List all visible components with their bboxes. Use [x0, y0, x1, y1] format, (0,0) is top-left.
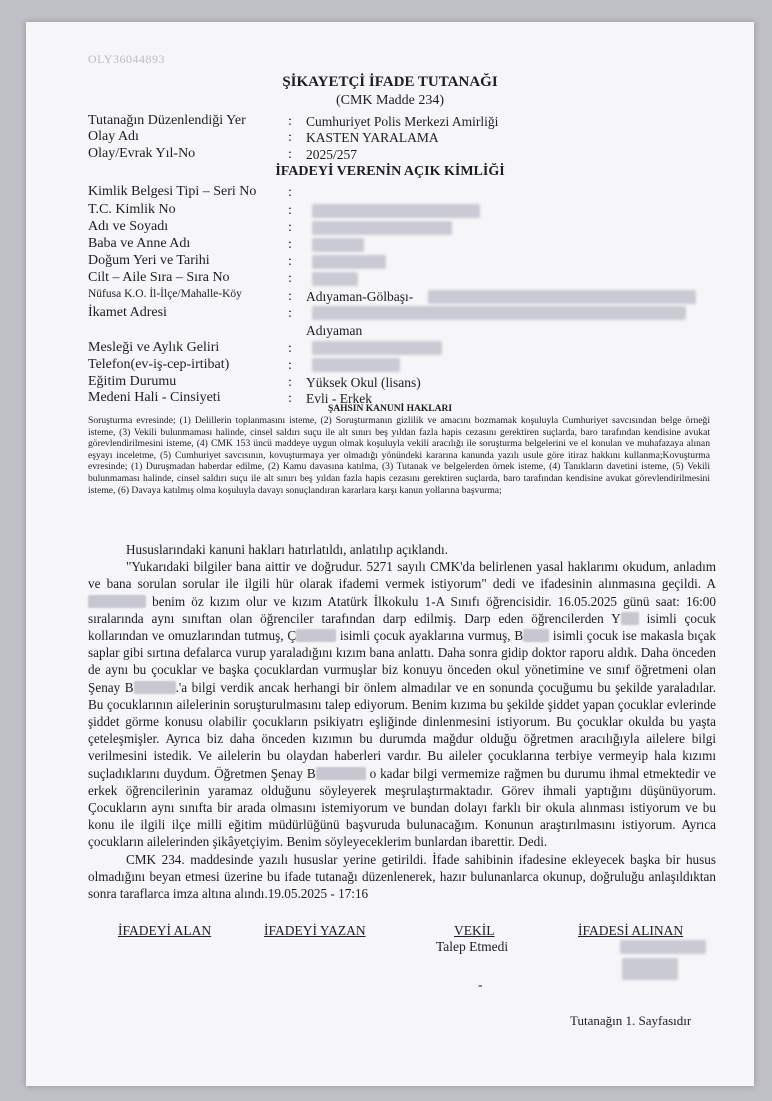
- redaction-mark: [622, 958, 678, 980]
- redaction-mark: [312, 255, 386, 269]
- field-value-marital-gender: Evli - Erkek: [306, 391, 372, 406]
- colon: :: [288, 185, 292, 200]
- colon: :: [288, 358, 292, 373]
- signature-vekil: VEKİL: [454, 923, 495, 938]
- redaction-mark: [428, 290, 696, 304]
- colon: :: [288, 114, 292, 129]
- redaction-mark: [523, 629, 549, 642]
- page-footer: Tutanağın 1. Sayfasıdır: [570, 1013, 692, 1028]
- colon: :: [288, 254, 292, 269]
- field-label-parents: Baba ve Anne Adı: [88, 236, 191, 251]
- redaction-mark: [621, 612, 639, 625]
- field-label-population-registry: Nüfusa K.O. İl-İlçe/Mahalle-Köy: [88, 288, 242, 300]
- statement-body: [88, 541, 716, 902]
- statement-paragraph: [88, 558, 716, 850]
- colon: :: [288, 289, 292, 304]
- field-value-address: Adıyaman: [306, 323, 363, 338]
- identity-section-title: İFADEYİ VERENİN AÇIK KİMLİĞİ: [275, 164, 505, 179]
- field-value-case-no: 2025/257: [306, 147, 358, 162]
- statement-text: isimli çocuk ise makasla bıçak saplar gibi sırtına defalarca vurup yaraladığını kızım bana anlattı. Daha sonra gidip doktor raporu aldık. Daha önceden de aynı bu çocuklar ve başka çocuklardan vurmuşlar biz konuyu önceden okul yönetimine ve sınıf öğretmeni olan Şenay B: [88, 628, 717, 695]
- colon: :: [288, 147, 292, 162]
- redaction-mark: [312, 221, 452, 235]
- redaction-mark: [316, 767, 366, 780]
- statement-paragraph: Hususlarındaki kanuni hakları hatırlatıldı, anlatılıp açıklandı.: [126, 542, 448, 557]
- document-subtitle: (CMK Madde 234): [335, 93, 445, 108]
- field-label-id-doc: Kimlik Belgesi Tipi – Seri No: [88, 184, 257, 199]
- statement-text: isimli çocuk ayaklarına vurmuş, B: [336, 628, 524, 644]
- colon: :: [288, 203, 292, 218]
- dash-mark: -: [478, 977, 483, 992]
- redaction-mark: [312, 204, 480, 218]
- signature-ifadesi-alinan: İFADESİ ALINAN: [578, 923, 684, 938]
- field-label-occupation: Mesleği ve Aylık Geliri: [88, 340, 220, 355]
- vekil-note: Talep Etmedi: [436, 939, 509, 954]
- colon: :: [288, 220, 292, 235]
- field-label-phone: Telefon(ev-iş-cep-irtibat): [88, 357, 230, 372]
- redaction-mark: [312, 238, 364, 252]
- statement-text: "Yukarıdaki bilgiler bana aittir ve doğrudur. 5271 sayılı CMK'da belirlenen yasal haklarımı okudum, anladım ve bana sorulan sorular ile ilgili hür olarak ifademi vermek istiyorum" dedi ve ifadesinin alınmasına geçildi. A: [88, 559, 716, 592]
- colon: :: [288, 306, 292, 321]
- serial-number: OLY36044893: [88, 52, 165, 66]
- redaction-mark: [88, 595, 146, 608]
- field-label-birth: Doğum Yeri ve Tarihi: [88, 253, 210, 268]
- field-label-address: İkamet Adresi: [88, 305, 167, 320]
- redaction-mark: [312, 341, 442, 355]
- statement-text: benim öz kızım olur ve kızım Atatürk İlkokulu 1-A Sınıfı öğrencisidir. 16.05.2025 günü saat: 16:00 sıralarında aynı sınıftan olan öğrenciler tarafından darp edilmiş. Darp eden öğrencilerden Y: [88, 593, 716, 626]
- field-label-case-no: Olay/Evrak Yıl-No: [88, 146, 196, 161]
- field-label-education: Eğitim Durumu: [88, 374, 177, 389]
- redaction-mark: [312, 358, 400, 372]
- statement-text: .'a bilgi verdik ancak herhangi bir önlem almadılar ve en sonunda çocuğumu bu şekilde yaraladılar. Bu çocuklarının ailelerinin soruşturulmasını talep ediyorum. Benim kızıma bu şekilde şiddet yapan çocuklar evlerinde şiddet görme konusu olabilir çocukların psikiyatrı eşliğinde dinlenmesini istiyorum. Bu çocuklar okulda bu yaşta çeteleşmişler. Ayrıca biz daha önceden kızımın bu durumda mağdur olduğu öğretmen aracılığıyla ailelere bilgi verilmesini istedik. Ve ailelerin bu olaydan haberleri vardır. Bu aileler çocuklarına terbiye vermeyip hala kızımı suçladıklarını duydum. Öğretmen Şenay B: [88, 679, 716, 781]
- colon: :: [288, 271, 292, 286]
- statement-text: isimli çocuk kollarından ve omuzlarından tutmuş, Ç: [88, 610, 716, 644]
- field-value-location: Cumhuriyet Polis Merkezi Amirliği: [306, 114, 499, 129]
- rights-title: ŞAHSIN KANUNİ HAKLARI: [327, 404, 453, 414]
- redaction-mark: [296, 629, 336, 642]
- redaction-mark: [312, 272, 358, 286]
- field-label-tc-no: T.C. Kimlik No: [88, 202, 176, 217]
- redaction-mark: [620, 940, 706, 954]
- colon: :: [288, 375, 292, 390]
- colon: :: [288, 341, 292, 356]
- redaction-mark: [134, 681, 176, 694]
- field-value-population-registry: Adıyaman-Gölbaşı-: [306, 289, 414, 304]
- signature-ifadeyi-alan: İFADEYİ ALAN: [118, 923, 212, 938]
- field-label-name: Adı ve Soyadı: [88, 219, 169, 234]
- field-label-incident: Olay Adı: [88, 129, 139, 144]
- rights-text: Soruşturma evresinde; (1) Delillerin toplanmasını isteme, (2) Soruşturmanın gizlilik ve amacını bozmamak koşuluyla Cumhuriyet savcısından belge örneği isteme, (3) Vekili bulunmaması halinde, cinsel saldırı suçu ile alt sınırı beş yıldan fazla hapis cezasını gerektiren suçlarda, baro tarafından kendisine avukat görevlendirilmesini isteme, (4) CMK 153 üncü maddeye uygun olmak koşuluyla vekili aracılığı ile soruşturma belgelerini ve el konulan ve muhafazaya alınan eşyayı inceletme, (5) Cumhuriyet savcısının, kovuşturmaya yer olmadığı yönündeki kararına kanunda yazılı usule göre itiraz hakkını kullanma;Kovuşturma evresinde; (1) Duruşmadan haberdar edilme, (2) Kamu davasına katılma, (3) Tutanak ve belgelerden örnek isteme, (4) Tanıkların davetini isteme, (5) Vekili bulunmaması halinde, cinsel saldırı suçu ile alt sınırı beş yıldan fazla hapis cezasını gerektiren suçlarda, baro tarafından kendisine avukat görevlendirilmesini isteme, (6) Davaya katılmış olma koşuluyla davayı sonuçlandıran kararlara karşı kanun yollarına başvurma;: [88, 415, 710, 496]
- field-value-education: Yüksek Okul (lisans): [306, 375, 421, 390]
- statement-text: o kadar bilgi vermemize rağmen bu durumu ihmal etmektedir ve erkek öğrencilerinin yaramaz olduğunu söyleyerek meşrulaştırmaktadır. Görev ihmali yaptığını düşünüyorum. Çocukların aynı sınıfta bir arada olmasını istemiyorum ve bundan dolayı farklı bir okula alınması istiyorum ve bu konu ile ilgili ilçe milli eğitim müdürlüğünü başvuruda bulunacağım. Konunun araştırılmasını istiyorum. Ayrıca çocukların ailelerinden şikâyetçiyim. Benim söyleyeceklerim bunlardan ibarettir. Dedi.: [88, 765, 716, 850]
- redaction-mark: [312, 306, 686, 320]
- colon: :: [288, 130, 292, 145]
- field-label-registry: Cilt – Aile Sıra – Sıra No: [88, 270, 230, 285]
- field-label-location: Tutanağın Düzenlendiği Yer: [88, 113, 246, 128]
- colon: :: [288, 391, 292, 406]
- field-label-marital-gender: Medeni Hali - Cinsiyeti: [88, 390, 221, 405]
- field-value-incident: KASTEN YARALAMA: [306, 130, 439, 145]
- document-title: ŞİKAYETÇİ İFADE TUTANAĞI: [282, 74, 498, 90]
- document-page: [26, 22, 754, 1086]
- colon: :: [288, 237, 292, 252]
- signature-ifadeyi-yazan: İFADEYİ YAZAN: [264, 923, 366, 938]
- statement-paragraph: CMK 234. maddesinde yazılı hususlar yerine getirildi. İfade sahibinin ifadesine ekleyecek başka bir husus olmadığını beyan etmesi üzerine bu ifade tutanağı düzenlenerek, hazır bulunanlarca okunup, doğruluğu anlaşıldıktan sonra taraflarca imza altına alındı.19.05.2025 - 17:16: [88, 851, 716, 902]
